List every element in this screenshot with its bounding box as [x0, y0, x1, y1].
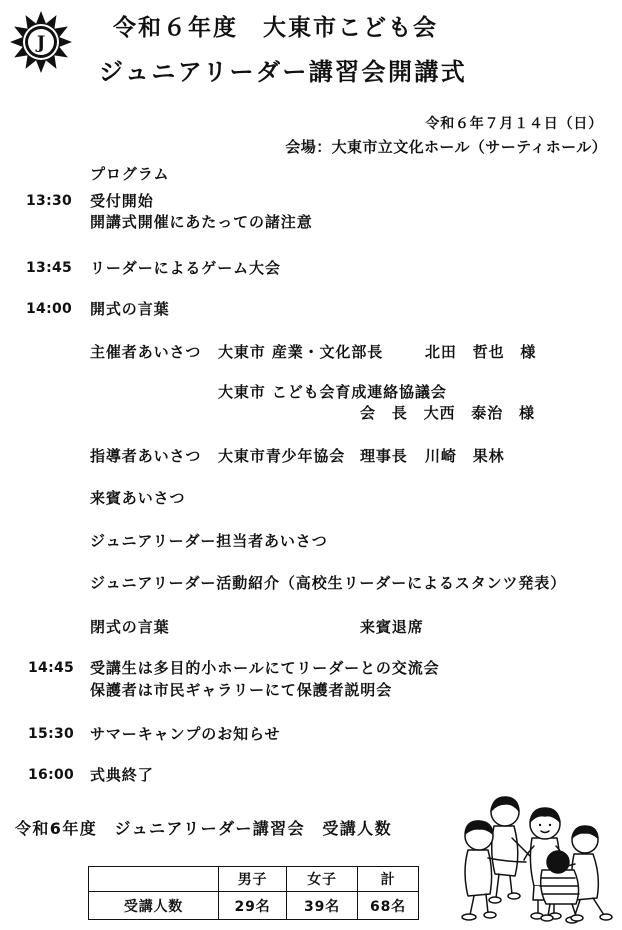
- program-item-text: 受講生は多目的小ホールにてリーダーとの交流会: [90, 659, 440, 677]
- program-time: 13:45: [26, 260, 73, 276]
- boys-count: 29名: [219, 892, 287, 920]
- page-title-line2: ジュニアリーダー講習会開講式: [99, 58, 468, 86]
- program-item-text: 保護者は市民ギャラリーにて保護者説明会: [90, 681, 393, 699]
- enrollment-heading: 令和6年度 ジュニアリーダー講習会 受講人数: [15, 819, 392, 838]
- staff-greeting: ジュニアリーダー担当者あいさつ: [90, 532, 328, 550]
- program-time: 14:00: [26, 301, 73, 317]
- speaker-name: 北田 哲也 様: [425, 343, 537, 361]
- host-greeting-label: 主催者あいさつ: [90, 343, 202, 361]
- closing-remarks: 閉式の言葉: [90, 618, 170, 636]
- child-figure: [489, 797, 530, 903]
- program-item-text: サマーキャンプのお知らせ: [90, 725, 281, 743]
- speaker-name: 川崎 果林: [425, 447, 505, 465]
- total-count: 68名: [358, 892, 419, 920]
- children-huddle-illustration: [452, 792, 617, 927]
- guests-leave-note: 来賓退席: [360, 618, 424, 636]
- logo-letter: J: [36, 32, 46, 54]
- speaker-organization: 大東市 産業・文化部長: [218, 343, 384, 361]
- speaker-organization: 大東市 こども会育成連絡協議会: [218, 383, 447, 401]
- table-header-row: [89, 867, 419, 892]
- program-heading: プログラム: [90, 165, 170, 183]
- column-header-girls: 女子: [287, 867, 358, 892]
- speaker-title: 理事長: [360, 447, 408, 465]
- program-time: 13:30: [26, 193, 73, 209]
- page-title-line1: 令和６年度 大東市こども会: [113, 15, 438, 41]
- girls-count: 39名: [287, 892, 358, 920]
- column-header-boys: 男子: [219, 867, 287, 892]
- speaker-organization: 大東市青少年協会: [218, 447, 346, 465]
- table-corner-cell: [89, 867, 219, 892]
- program-time: 15:30: [28, 726, 75, 742]
- speaker-name: 会 長 大西 泰治 様: [360, 404, 535, 422]
- table-row: [89, 892, 419, 920]
- guest-greeting: 来賓あいさつ: [90, 489, 186, 507]
- program-time: 14:45: [28, 660, 75, 676]
- program-item-text: 開講式開催にあたっての諸注意: [90, 213, 313, 231]
- instructor-greeting-label: 指導者あいさつ: [90, 447, 202, 465]
- sun-emblem-icon: [8, 6, 74, 76]
- program-item-text: 式典終了: [90, 766, 154, 784]
- row-label: 受講人数: [89, 892, 219, 920]
- program-item-text: 開式の言葉: [90, 300, 170, 318]
- event-date: 令和６年７月１４日（日）: [425, 116, 603, 132]
- program-item-text: 受付開始: [90, 192, 154, 210]
- activity-introduction: ジュニアリーダー活動紹介（高校生リーダーによるスタンツ発表）: [90, 574, 567, 592]
- event-venue: 会場：大東市立文化ホール（サーティホール）: [285, 138, 607, 156]
- program-item-text: リーダーによるゲーム大会: [90, 259, 281, 277]
- column-header-total: 計: [358, 867, 419, 892]
- enrollment-table: [88, 866, 419, 920]
- program-time: 16:00: [28, 767, 75, 783]
